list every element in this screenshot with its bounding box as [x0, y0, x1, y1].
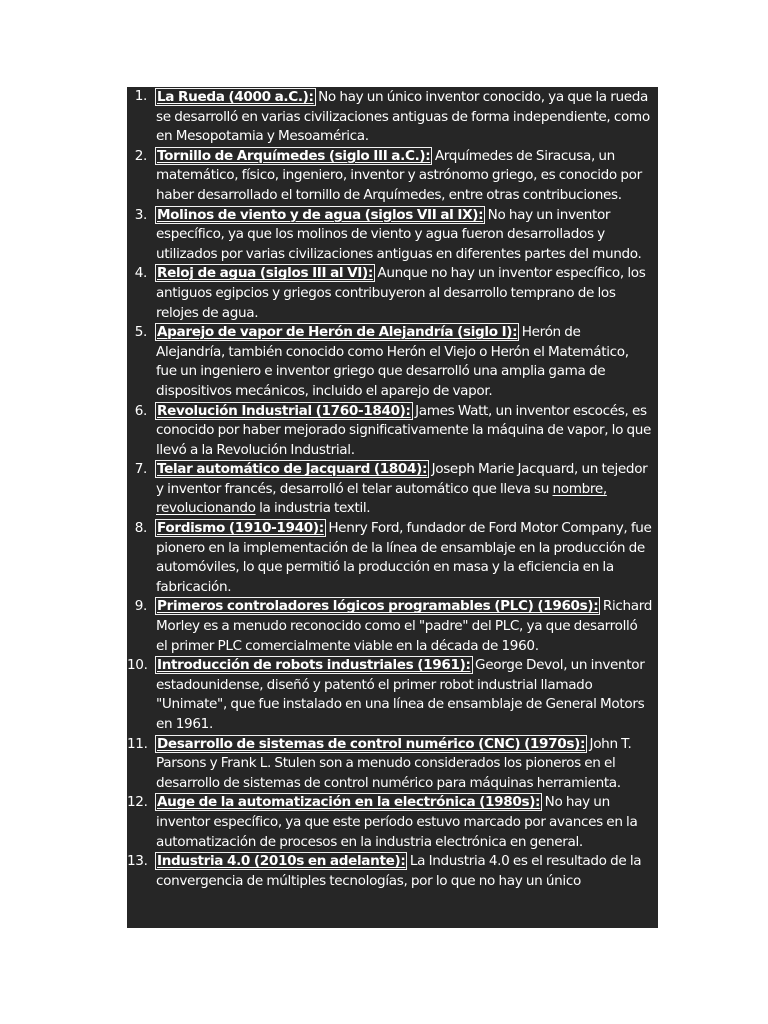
list-item-number: 2.: [134, 147, 147, 164]
list-item-title: Introducción de robots industriales (1961):: [157, 657, 471, 674]
list-item-title: Reloj de agua (siglos III al VI):: [157, 265, 373, 282]
list-item-text: Herón de Alejandría, también conocido como Herón el Viejo o Herón el Matemático, fue un ingeniero e inventor griego que desarrolló una amplia gama de dispositivos mecánicos, incluido el aparejo de vapor.: [156, 324, 629, 399]
list-item: [127, 597, 658, 656]
list-item-title: Tornillo de Arquímedes (siglo III a.C.):: [157, 147, 431, 164]
list-item-title: Molinos de viento y de agua (siglos VII al IX):: [157, 206, 484, 223]
list-item-number: 5.: [134, 324, 147, 341]
list-item-number: 6.: [134, 402, 147, 419]
list-item: [127, 323, 658, 401]
list-item-number: 8.: [134, 520, 147, 537]
list-item-text: Arquímedes de Siracusa, un matemático, físico, ingeniero, inventor y astrónomo griego, es conocido por haber desarrollado el tornillo de Arquímedes, entre otras contribuciones.: [156, 147, 642, 203]
list-item-number: 12.: [127, 794, 148, 811]
list-item-text: Henry Ford, fundador de Ford Motor Company, fue pionero en la implementación de la línea de ensamblaje en la producción de automóviles, lo que permitió la producción en masa y la eficiencia en la fabricación.: [156, 520, 652, 595]
list-item: [127, 656, 658, 734]
list-item-underlined-text: nombre, revolucionando: [156, 480, 607, 517]
list-item-text: Richard Morley es a menudo reconocido como el "padre" del PLC, ya que desarrolló el primer PLC comercialmente viable en la década de 1960.: [156, 598, 653, 654]
list-item-number: 10.: [127, 657, 148, 674]
list-item-text: George Devol, un inventor estadounidense, diseñó y patentó el primer robot industrial llamado "Unimate", que fue instalado en una línea de ensamblaje de General Motors en 1961.: [156, 657, 645, 732]
list-item: [127, 852, 658, 891]
list-item-number: 7.: [134, 461, 147, 478]
list-item-title: Revolución Industrial (1760-1840):: [157, 402, 411, 419]
list-item: [127, 735, 658, 794]
list-item-text: John T. Parsons y Frank L. Stulen son a menudo considerados los pioneros en el desarrollo de sistemas de control numérico para máquinas herramienta.: [156, 735, 632, 791]
list-item-title: Industria 4.0 (2010s en adelante):: [157, 853, 406, 870]
list-item-text: No hay un inventor específico, ya que este período estuvo marcado por avances en la automatización de procesos en la industria electrónica en general.: [156, 794, 638, 850]
list-item: [127, 402, 658, 461]
list-item: [127, 460, 658, 519]
list-item-title: Desarrollo de sistemas de control numérico (CNC) (1970s):: [157, 735, 586, 752]
list-item-text: la industria textil.: [259, 500, 371, 517]
list-item-text: Joseph Marie Jacquard, un tejedor y inventor francés, desarrolló el telar automático que lleva su: [156, 461, 648, 497]
list-item: [127, 87, 658, 147]
list-item-title: Primeros controladores lógicos programables (PLC) (1960s):: [157, 598, 599, 615]
list-item-title: La Rueda (4000 a.C.):: [157, 89, 314, 105]
list-item-text: No hay un inventor específico, ya que los molinos de viento y agua fueron desarrollados y utilizados por varias civilizaciones antiguas en diferentes partes del mundo.: [156, 206, 642, 262]
list-item-number: 9.: [134, 598, 147, 615]
list-item-text: James Watt, un inventor escocés, es conocido por haber mejorado significativamente la máquina de vapor, lo que llevó a la Revolución Industrial.: [156, 402, 652, 458]
list-item-number: 1.: [134, 88, 147, 104]
document-panel: [127, 87, 658, 928]
list-item: [127, 793, 658, 852]
list-item-title: Telar automático de Jacquard (1804):: [157, 461, 428, 478]
list-item-title: Aparejo de vapor de Herón de Alejandría (siglo I):: [157, 324, 518, 341]
list-item-text: Aunque no hay un inventor específico, los antiguos egipcios y griegos contribuyeron al desarrollo temprano de los relojes de agua.: [156, 265, 646, 321]
list-item-number: 13.: [127, 853, 148, 870]
inventions-list: [127, 87, 658, 891]
list-item-text: La Industria 4.0 es el resultado de la convergencia de múltiples tecnologías, por lo que no hay un único: [156, 853, 642, 889]
list-item: [127, 147, 658, 206]
list-item: [127, 519, 658, 597]
list-item: [127, 264, 658, 323]
list-item-number: 11.: [127, 735, 148, 752]
list-item-title: Auge de la automatización en la electrónica (1980s):: [157, 794, 541, 811]
list-item-number: 3.: [134, 206, 147, 223]
list-item-number: 4.: [134, 265, 147, 282]
list-item-text: No hay un único inventor conocido, ya que la rueda se desarrolló en varias civilizaciones antiguas de forma independiente, como en Mesopotamia y Mesoamérica.: [156, 89, 650, 145]
list-item: [127, 206, 658, 265]
list-item-title: Fordismo (1910-1940):: [157, 520, 324, 537]
